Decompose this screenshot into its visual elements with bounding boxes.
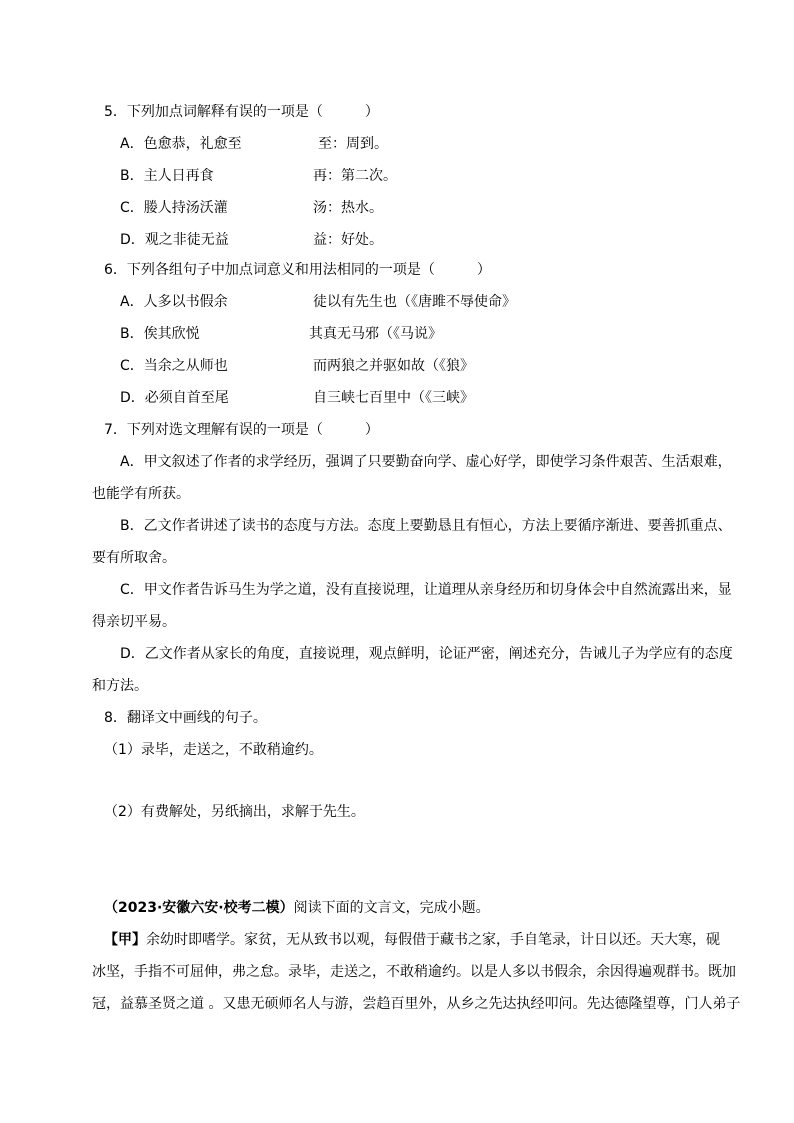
- q8-item-2: （2）有费解处，另纸摘出，求解于先生。: [104, 804, 365, 820]
- question-8-stem: 8．翻译文中画线的句子。: [104, 710, 267, 726]
- q7-option-b-line1: B．乙文作者讲述了读书的态度与方法。态度上要勤恳且有恒心，方法上要循序渐进、要善抓重点、: [120, 518, 732, 534]
- question-7-stem: 7．下列对选文理解有误的一项是（ ）: [104, 422, 379, 438]
- q5-option-d-answer: 益：好处。: [313, 232, 383, 248]
- q6-option-c: C．当余之从师也: [120, 358, 228, 374]
- q7-option-b-line2: 要有所取舍。: [92, 550, 176, 566]
- q5-option-b-answer: 再：第二次。: [313, 168, 397, 184]
- q7-option-a-line2: 也能学有所获。: [92, 486, 190, 502]
- passage-line-1: [104, 930, 720, 950]
- q7-option-a-line1: A．甲文叙述了作者的求学经历，强调了只要勤奋向学、虚心好学，即使学习条件艰苦、生活艰难，: [120, 454, 732, 470]
- passage-line-3: 冠，益慕圣贤之道 。又患无硕师名人与游，尝趋百里外，从乡之先达执经叩问。先达德隆望尊，门人弟子: [92, 996, 741, 1012]
- q6-option-a-answer: 徒以有先生也（《唐雎不辱使命》: [313, 294, 516, 310]
- q7-option-c-line2: 得亲切平易。: [92, 614, 176, 630]
- q6-option-b-answer: 其真无马邪（《马说》: [309, 326, 442, 342]
- q6-option-c-answer: 而两狼之并驱如故（《狼》: [313, 358, 474, 374]
- question-6-stem: 6．下列各组句子中加点词意义和用法相同的一项是（ ）: [104, 262, 491, 278]
- q5-option-c-answer: 汤：热水。: [313, 200, 383, 216]
- passage-line-2: 冰坚，手指不可屈伸，弗之怠。录毕，走送之，不敢稍逾约。以是人多以书假余，余因得遍观群书。既加: [92, 964, 736, 980]
- q5-option-a: A．色愈恭，礼愈至: [120, 136, 242, 152]
- q6-option-d-answer: 自三峡七百里中（《三峡》: [313, 390, 474, 406]
- q8-item-1: （1）录毕，走送之，不敢稍逾约。: [104, 742, 323, 758]
- q5-option-c: C．媵人持汤沃灌: [120, 200, 228, 216]
- q5-option-b: B．主人日再食: [120, 168, 214, 184]
- q7-option-d-line2: 和方法。: [92, 678, 148, 694]
- q6-option-d: D．必须自首至尾: [120, 390, 229, 406]
- q6-option-b: B．俟其欣悦: [120, 326, 200, 342]
- passage-tag: 【甲】: [104, 932, 146, 948]
- q5-option-a-answer: 至：周到。: [318, 136, 388, 152]
- q5-option-d: D．观之非徒无益: [120, 232, 229, 248]
- passage-text-1: 余幼时即嗜学。家贫，无从致书以观，每假借于藏书之家，手自笔录，计日以还。天大寒，砚: [146, 932, 720, 948]
- question-5-stem: 5．下列加点词解释有误的一项是（ ）: [104, 104, 379, 120]
- q7-option-c-line1: C．甲文作者告诉马生为学之道，没有直接说理，让道理从亲身经历和切身体会中自然流露出来，显: [120, 582, 732, 598]
- q6-option-a: A．人多以书假余: [120, 294, 228, 310]
- passage-source: （2023·安徽六安·校考二模）: [104, 900, 294, 916]
- passage-instruction: 阅读下面的文言文，完成小题。: [293, 900, 490, 916]
- q7-option-d-line1: D．乙文作者从家长的角度，直接说理，观点鲜明，论证严密，阐述充分，告诫儿子为学应有的态度: [120, 646, 733, 662]
- passage-header: [104, 898, 490, 918]
